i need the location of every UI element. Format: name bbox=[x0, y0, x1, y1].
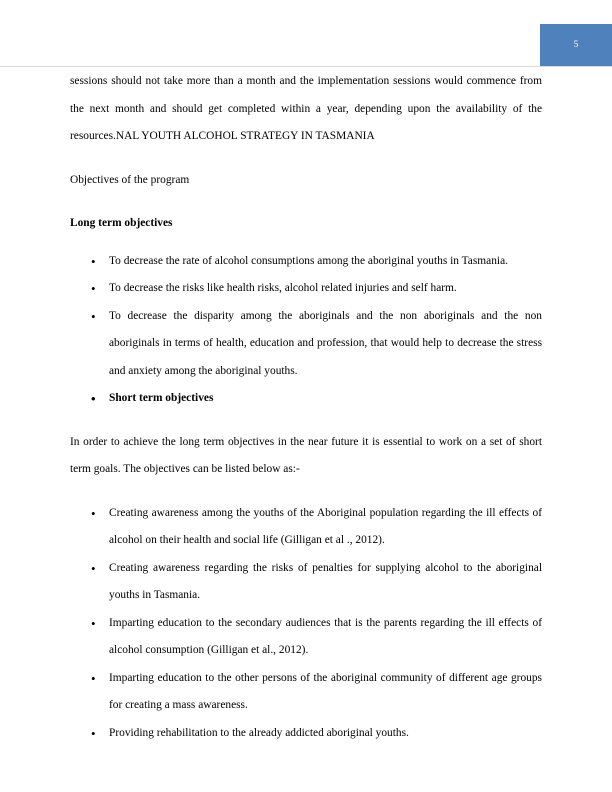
list-item: • Providing rehabilitation to the already addicted aboriginal youths. bbox=[70, 720, 542, 748]
list-item: • Creating awareness among the youths of the Aboriginal population regarding the ill effects of alcohol on their health and social life (Gilligan et al ., 2012). bbox=[70, 500, 542, 555]
short-term-intro-paragraph: In order to achieve the long term objectives in the near future it is essential to work on a set of short term goals. The objectives can be listed below as:- bbox=[70, 435, 542, 475]
long-term-objectives-list bbox=[70, 248, 542, 413]
spacer bbox=[70, 413, 542, 429]
spacer bbox=[70, 151, 542, 167]
page-header-band bbox=[540, 24, 612, 66]
page-number: 5 bbox=[573, 40, 579, 50]
long-term-objectives-heading: Long term objectives bbox=[70, 217, 173, 229]
spacer bbox=[70, 484, 542, 500]
list-item: • Imparting education to the other persons of the aboriginal community of different age groups for creating a mass awareness. bbox=[70, 665, 542, 720]
list-item: • To decrease the disparity among the aboriginals and the non aboriginals and the non aboriginals in terms of health, education and profession, that would help to decrease the stress and anxiety among the aboriginal youths. bbox=[70, 303, 542, 386]
list-item: • To decrease the risks like health risks, alcohol related injuries and self harm. bbox=[70, 275, 542, 303]
spacer bbox=[70, 238, 542, 248]
list-item: • Short term objectives bbox=[70, 385, 542, 413]
header-divider bbox=[0, 66, 612, 67]
short-term-objectives-list bbox=[70, 500, 542, 748]
spacer bbox=[70, 194, 542, 210]
list-item: • Creating awareness regarding the risks of penalties for supplying alcohol to the aboriginal youths in Tasmania. bbox=[70, 555, 542, 610]
intro-paragraph: sessions should not take more than a month and the implementation sessions would commence from the next month and should get completed within a year, depending upon the availability of the resources.NAL YOUTH ALCOHOL STRATEGY IN TASMANIA bbox=[70, 75, 542, 142]
document-body bbox=[70, 68, 542, 747]
list-item: • Imparting education to the secondary audiences that is the parents regarding the ill effects of alcohol consumption (Gilligan et al., 2012). bbox=[70, 610, 542, 665]
list-item: • To decrease the rate of alcohol consumptions among the aboriginal youths in Tasmania. bbox=[70, 248, 542, 276]
objectives-heading: Objectives of the program bbox=[70, 173, 190, 186]
